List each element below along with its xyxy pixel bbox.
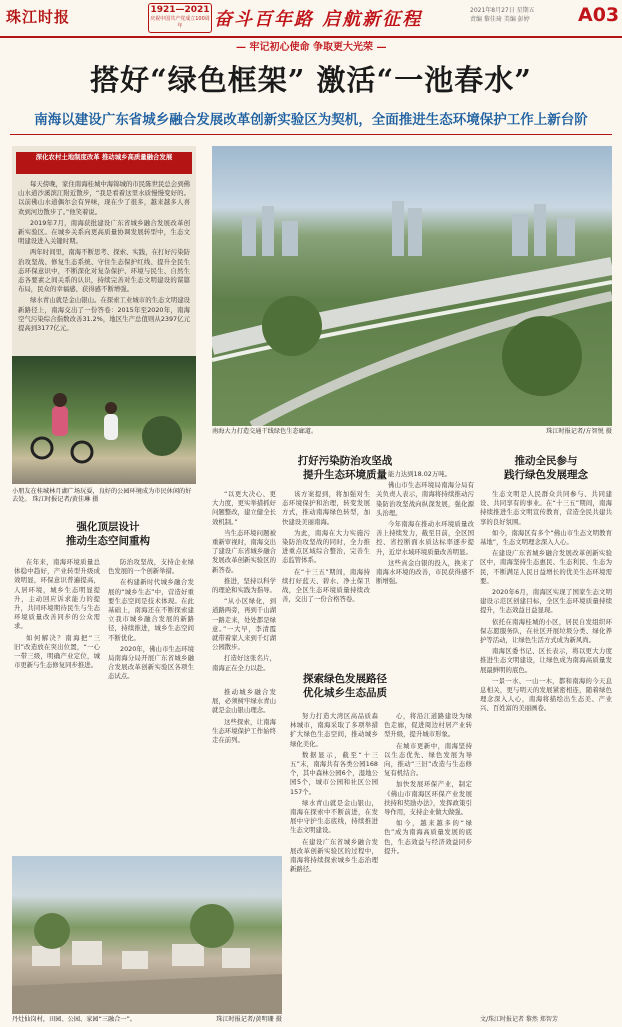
section-heading [480,454,612,482]
article-column [290,712,378,1012]
article-paragraph: 当生态环境问题被重新审视时，南海交出了建设广东省城乡融合发展改革创新实验区的新答卷。 [212,528,276,574]
intro-banner: 深化农村土地制度改革 推动城乡高质量融合发展 [16,152,192,174]
article-paragraph: 在“十三五”期间，南海持续打好蓝天、碧水、净土保卫战，全区生态环境质量持续改善，交出了一份合格答卷。 [282,567,370,604]
article-paragraph: 该方案提到，将加强对生态环境保护和治理，转变发展方式，推动南海绿色转型，加快建设美丽南海。 [282,490,370,526]
article-paragraph: 为此，南海在大力实施污染防治攻坚战的同时，全力推进重点区域综合整治，完善生态监管体系。 [282,528,370,565]
article-column [282,490,370,670]
photo-credit: 珠江时报记者/黄佳琳 摄 [32,496,99,504]
byline: 文/珠江时报记者 黎然 郑智芳 [480,1016,558,1023]
intro-paragraph: 每天傍晚，家住南海桂城中海锦城的市民陈世民总会到佛山水道沙溪滨江附近散步，“我是看着这里水质慢慢变好的。以前佛山水道偶尔会有异味，现在少了很多，越来越多人喜欢到河边散步了。”他笑着说。 [18,180,190,216]
article-paragraph: 2020年6月，南海区实现了国家生态文明建设示范区创建目标，全区生态环境质量持续提升，生态效益日益显现。 [480,588,612,615]
article-column [480,490,612,1010]
article-paragraph: “从小区绿化，到道路两旁，再到千山湖一路走来，处处都是绿意。”一大早，李清霞就带着家人来到千灯湖公园散步。 [212,597,276,652]
section-heading-line: 优化城乡生态品质 [303,687,387,699]
section-heading [20,520,196,548]
divider [10,134,612,135]
subheadline: 南海以建设广东省城乡融合发展改革创新实验区为契机，全面推进生态环境保护工作上新台阶 [34,112,588,128]
section-heading-line: 打好污染防治攻坚战 [297,455,393,467]
article-paragraph: 如何解决？南海把“三旧”改造放在突出位置，“一心一带三级，明确产业定位，城市更新与生态修复同步推进。 [14,633,100,670]
issue-date: 2021年8月27日 星期五 [470,7,535,14]
caption-text: 小朋友在桂城林月湖广场玩耍，良好的公园环境成为市民休闲的好去处。 [12,488,192,504]
intro-paragraph: 绿水青山就是金山银山。在探索工业城市的生态文明建设新路径上，南海交出了一份答卷：2015年至2020年，南海空气污染综合指数改善31.2%，地区生产总值则从2397亿元提高到3177亿元。 [18,296,190,333]
article-paragraph: 数据显示，截至“十三五”末，南海共有各类公园168个，其中森林公园6个，湿地公园5个，城市公园和社区公园157个。 [290,750,378,796]
article-paragraph: 一景一水、一山一木，都和南海的今天息息相关，更与明天的发展紧密相连，随着绿色理念深入人心，南海将描绘出生态美、产业兴、百姓富的美丽画卷。 [480,676,612,713]
article-column [212,490,276,680]
article-paragraph: 在年来，南海环境质量总体稳中趋好，产业转型升级成效明显，环保意识普遍提高，人居环境，城乡生态明显提升，主动回应诉求能力的提升，共同环境期待民生与生态环境质量改善同步的公众需求。 [14,558,100,631]
caption-green-corridor [212,428,612,436]
photo-green-corridor [212,146,612,426]
article-paragraph: 这些探索，让南海生态环境保护工作始终走在前列。 [212,717,276,745]
caption-kids [12,488,196,505]
article-paragraph: 佛山市生态环境局南海分局有关负责人表示，南海将持续推动污染防治攻坚战向纵深发展，强化源头治理。 [376,481,474,517]
article-column [384,712,472,1012]
article-paragraph: 这些真金白银的投入，换来了南海水环境的改善，市民获得感不断增强。 [376,558,474,586]
photo-kids-park [12,356,196,484]
section-heading [280,672,410,700]
article-paragraph: 推动城乡融合发展，必须树牢绿水青山就是金山银山理念。 [212,688,276,715]
caption-village [12,1016,282,1024]
emblem-years: 1921—2021 [150,5,210,15]
section-heading-line: 推动生态空间重构 [66,535,150,547]
article-column [376,470,474,670]
article-paragraph: 在建设广东省城乡融合发展改革创新实验区的过程中，南海将持续探索城乡生态治理新路径。 [290,837,378,874]
article-paragraph: 在建设广东省城乡融合发展改革创新实验区中，南海坚持生态惠民、生态利民、生态为民，不断满足人民日益增长的优美生态环境需要。 [480,549,612,585]
photo-credit: 珠江时报记者/黄明珊 摄 [216,1016,282,1023]
photo-credit: 珠江时报记者/方智悦 摄 [546,428,612,435]
article-column [212,688,276,848]
sub-slogan: — 牢记初心使命 争取更大光荣 — [236,42,387,53]
intro-paragraph: 2019年7月，南海获批建设广东省城乡融合发展改革创新实验区。在城乡关系向更高质量协调发展转型中，生态文明建设进入关键时期。 [18,218,190,246]
article-paragraph: 加快发展环保产业，制定《佛山市南海区环保产业发展扶持和奖励办法》，发挥政策引导作用，支持企业做大做强。 [384,780,472,817]
article-paragraph: 如今，南海区有多个“佛山市生态文明教育基地”，生态文明理念深入人心。 [480,528,612,547]
masthead-slogan: 奋斗百年路 启航新征程 [214,9,423,30]
article-paragraph: 南海区委书记、区长表示，将以更大力度推进生态文明建设，让绿色成为南海高质量发展最鲜明的底色。 [480,647,612,674]
article-paragraph: 推进，坚持以科学的理论和实践为指导。 [212,576,276,595]
emblem-text: 庆祝中国共产党成立100周年 [150,16,210,29]
caption-text: 南海大力打造交通干线绿色生态廊道。 [212,428,318,435]
section-heading-line: 践行绿色发展理念 [504,469,588,481]
article-paragraph: 今年南海在推动水环境质量改善上持续发力，截至目前，全区国控、省控断面水质达标率逐步提升，近岸水域环境质量改善明显。 [376,520,474,556]
issue-editors: 责编 黎佳琦 美编 彭婷 [470,16,530,23]
article-column [108,558,194,848]
article-paragraph: 打造好这张名片，南海正在全力以赴。 [212,654,276,672]
section-heading-line: 强化顶层设计 [76,521,140,533]
article-paragraph: 生态文明是人民群众共同参与、共同建设、共同享有的事业。在“十三五”期间，南海持续推进生态文明宣传教育，营造全民共建共享的良好氛围。 [480,490,612,526]
photo-village [12,856,282,1014]
section-heading-line: 探索绿色发展路径 [303,673,387,685]
section-heading-line: 推动全民参与 [514,455,578,467]
centenary-emblem [148,3,212,33]
article-paragraph: 心，将沿江道路建设为绿色走廊，促进周边村居产业转型升级，提升城市形象。 [384,712,472,739]
article-paragraph: 在城市更新中，南海坚持以生态优先、绿色发展为导向，推动“三旧”改造与生态修复有机结合。 [384,741,472,778]
issue-meta [470,6,535,24]
article-paragraph: 如今，越来越多的“绿色”成为南海高质量发展的底色，生态效益与经济效益同步提升。 [384,819,472,855]
article-paragraph: 绿水青山就是金山银山，南海在探索中不断前进，在发展中守护生态底线，持续推进生态文明建设。 [290,798,378,835]
article-paragraph: 在构建新时代城乡融合发展的“城乡生态”中，营造好重要生态空间是技术体现。在此基础上，南海还在不断探索建立我市城乡融合发展的新路径，持续推进，城乡生态空间不断优化。 [108,578,194,642]
newspaper-logo: 珠江时报 [6,8,71,26]
article-column [14,558,100,848]
page-number: A03 [578,4,620,26]
section-heading-line: 提升生态环境质量 [303,469,387,481]
article-paragraph: 2020年，佛山市生态环境局南海分局开展广东省城乡融合发展改革创新实验区各项生态试点。 [108,644,194,681]
article-paragraph: 努力打造大湾区高品质森林城市，南海采取了多项举措扩大绿色生态空间，推动城乡绿化美化。 [290,712,378,748]
article-paragraph: 能力达到18.02万吨。 [388,470,452,478]
article-paragraph: 依托在南海桂城的小区，居民自发组织环保志愿服务队，在社区开展垃圾分类、绿化养护等活动，让绿色生活方式成为新风尚。 [480,617,612,645]
article-paragraph: 防治攻坚战，支持企业绿色发展的一个创新举措。 [108,558,194,576]
caption-text: 丹灶仙岗村，田园、公园、家园“三融合一”。 [12,1016,136,1023]
article-paragraph: “以更大决心、更大力度，更实举措抓好问题整改，建立健全长效机制。” [212,490,276,526]
headline: 搭好“绿色框架” 激活“一池春水” [90,63,532,97]
intro-paragraph: 两年时间里，南海不断思考、探索、实践，在打好污染防治攻坚战、修复生态系统、守住生态保护红线、提升全民生态环保意识中，不断深化对复杂保护、环境与民生、自然生态各要素之间关系的认识，持续完善对生态文明建设的谋篇布局，民众的幸福感、获得感不断增强。 [18,248,190,294]
